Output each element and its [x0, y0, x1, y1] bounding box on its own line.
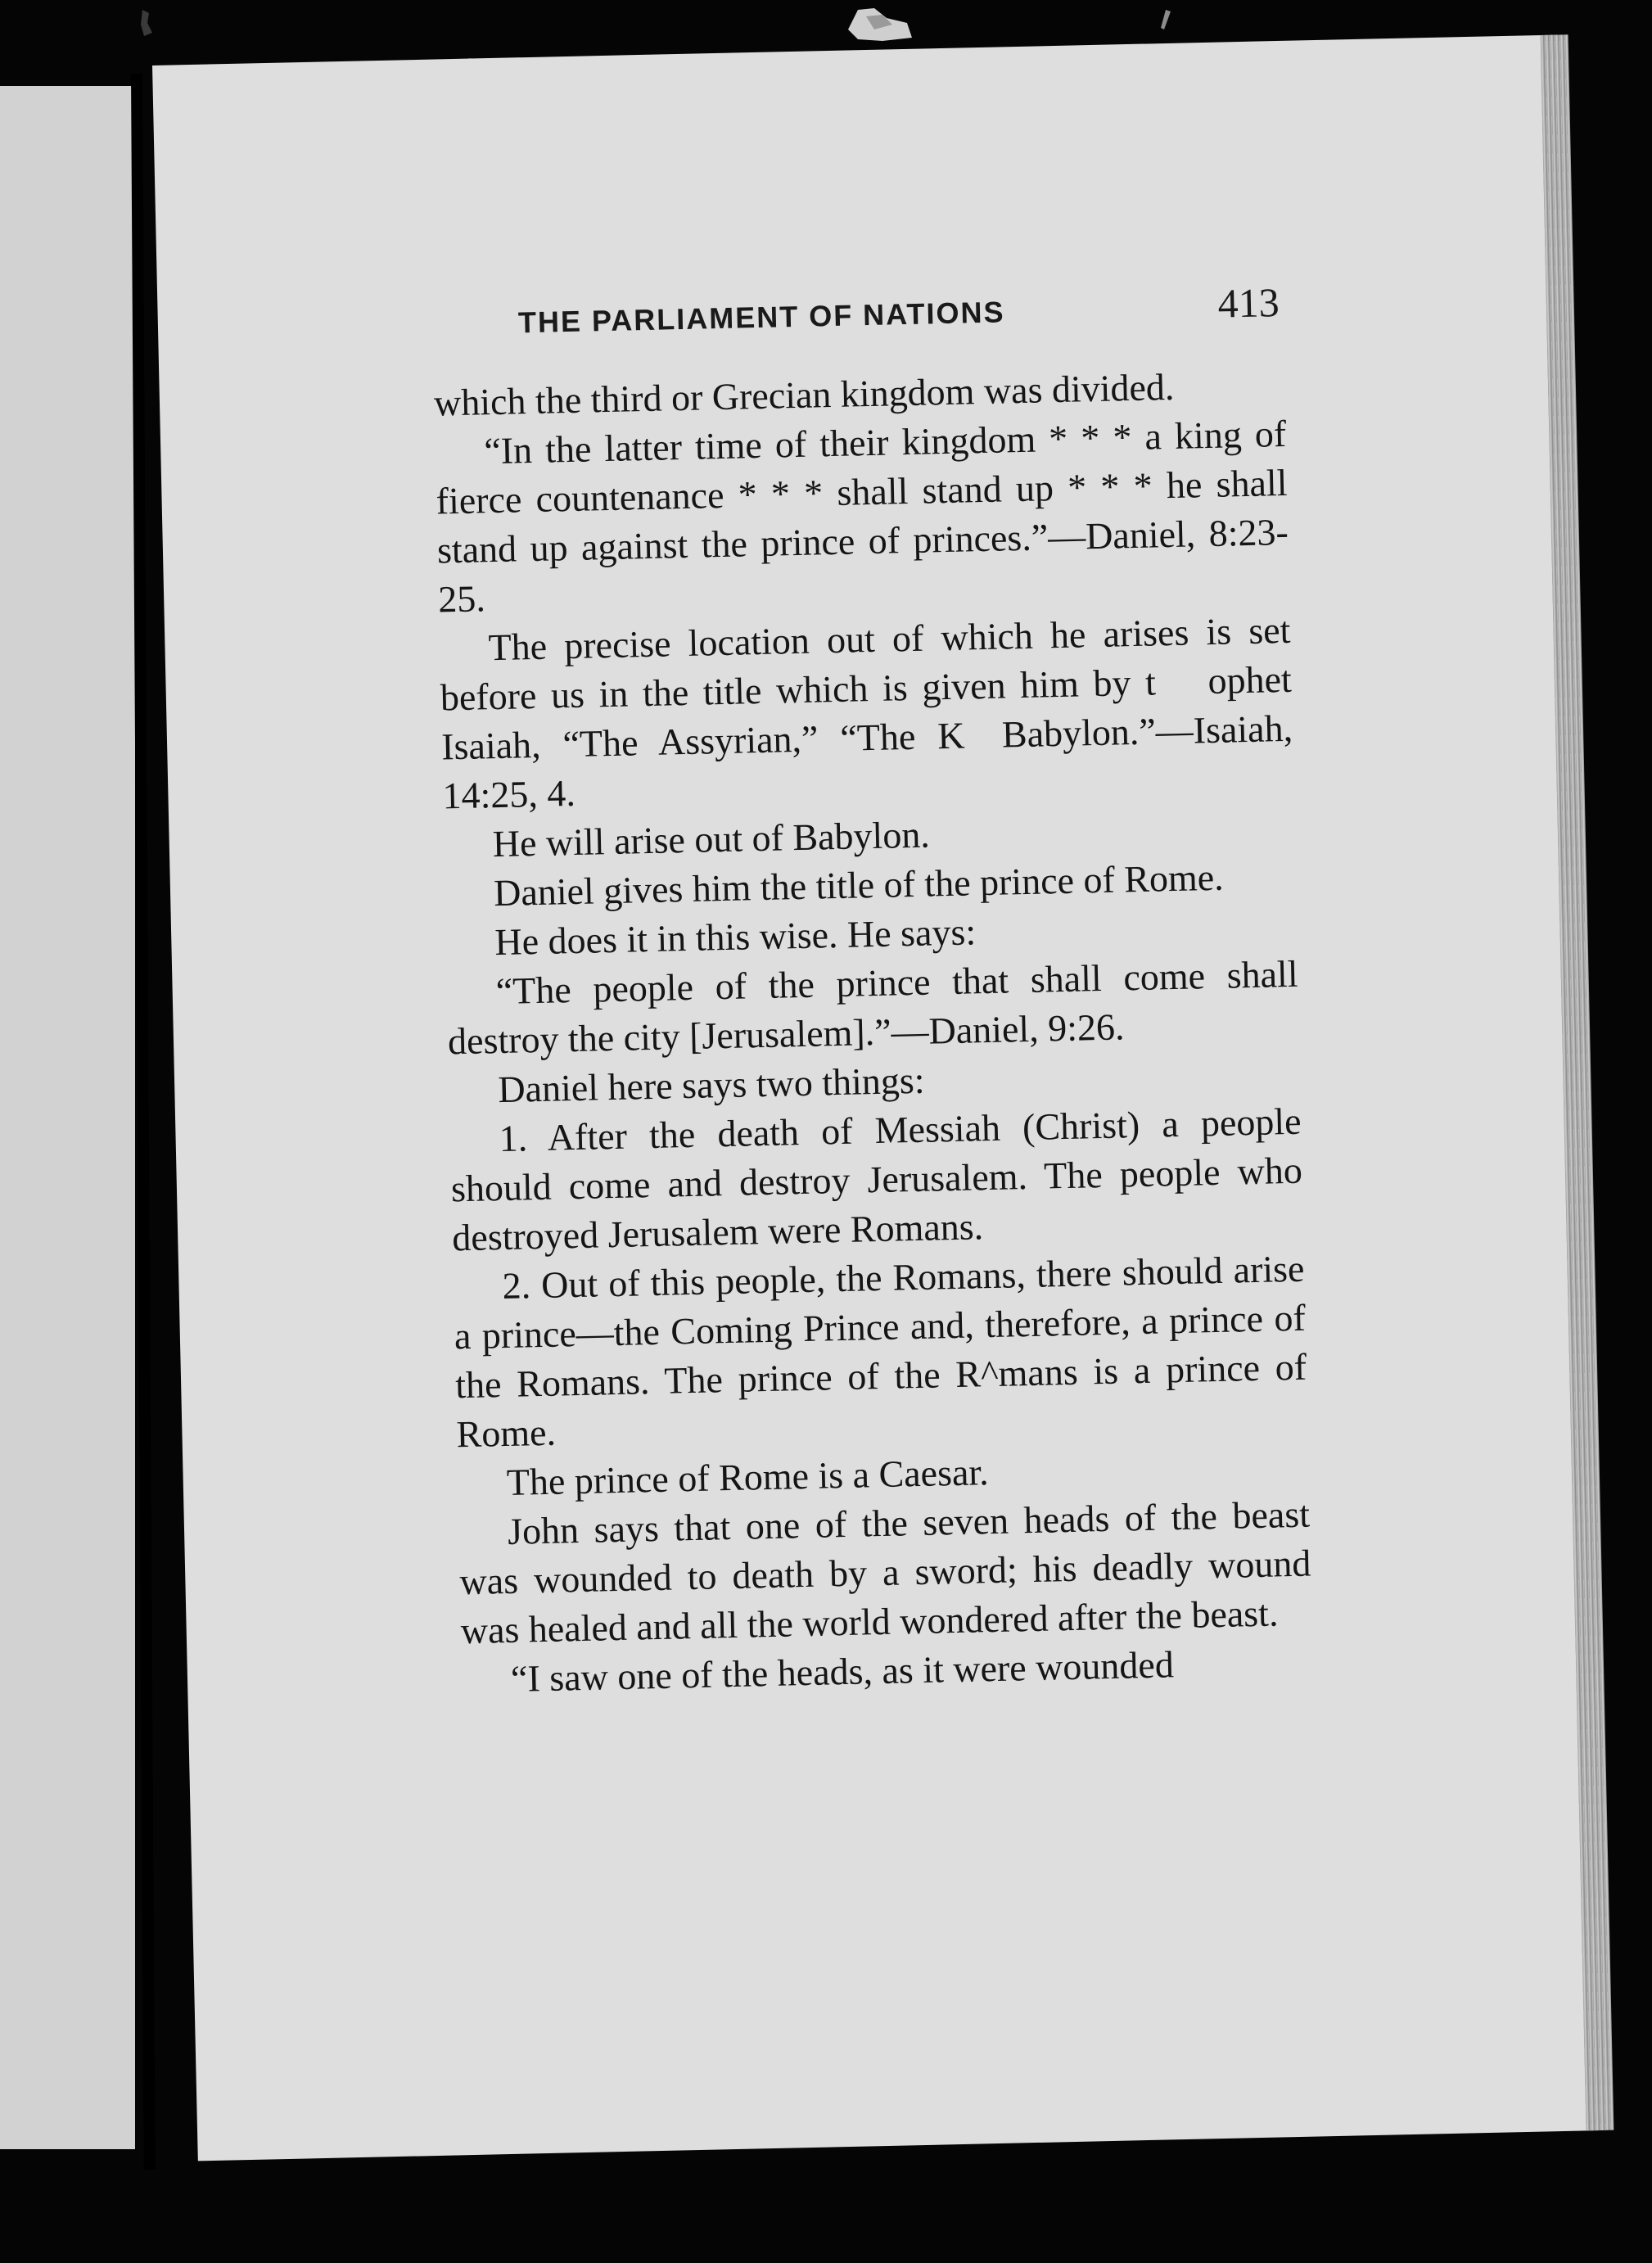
scan-artifact-mark — [1154, 5, 1179, 38]
book-page — [152, 34, 1605, 2161]
scan-artifact-mark — [842, 5, 915, 44]
page-number: 413 — [1217, 279, 1280, 327]
paragraph: Daniel here says two things: — [497, 1059, 926, 1111]
paragraph: The prince of Rome is a Caesar. — [506, 1451, 990, 1503]
numbered-paragraph: 2. Out of this people, the Romans, there should arise a prince—the Coming Prince and, therefore, a prince of the Romans. The prince of the R^mans is a prince of Rome. — [454, 1247, 1307, 1456]
paragraph: which the third or Grecian kingdom was divided. — [433, 365, 1175, 424]
paragraph: Daniel gives him the title of the prince of Rome. — [493, 856, 1225, 915]
paragraph: “In the latter time of their kingdom * * * a king of fierce countenance * * * shall stand up * * * he shall stand up against the prince of princes.”—Daniel, 8:23-25. — [436, 412, 1289, 621]
paragraph: The precise location out of which he arises is set before us in the title which is given him by t ophet Isaiah, “The Assyrian,” “The K Babylon.”—Isaiah, 14:25, 4. — [440, 608, 1293, 817]
paragraph: “The people of the prince that shall come shall destroy the city [Jerusalem].”—Daniel, 9:26. — [447, 952, 1299, 1063]
body-text — [433, 360, 1313, 1705]
scan-artifact-mark — [131, 7, 164, 39]
paragraph: He does it in this wise. He says: — [494, 910, 977, 964]
numbered-paragraph: 1. After the death of Messiah (Christ) a people should come and destroy Jerusalem. The people who destroyed Jerusalem were Romans. — [450, 1100, 1303, 1259]
paragraph: He will arise out of Babylon. — [492, 813, 931, 865]
paragraph: “I saw one of the heads, as it were wounded — [510, 1643, 1175, 1700]
paragraph: John says that one of the seven heads of the beast was wounded to death by a sword; his deadly wound was healed and all the world wondered after the beast. — [458, 1493, 1311, 1652]
running-head-title: THE PARLIAMENT OF NATIONS — [517, 295, 1005, 340]
running-head — [517, 278, 1280, 342]
facing-page — [0, 86, 135, 2149]
page-edge-stack — [1541, 34, 1614, 2130]
